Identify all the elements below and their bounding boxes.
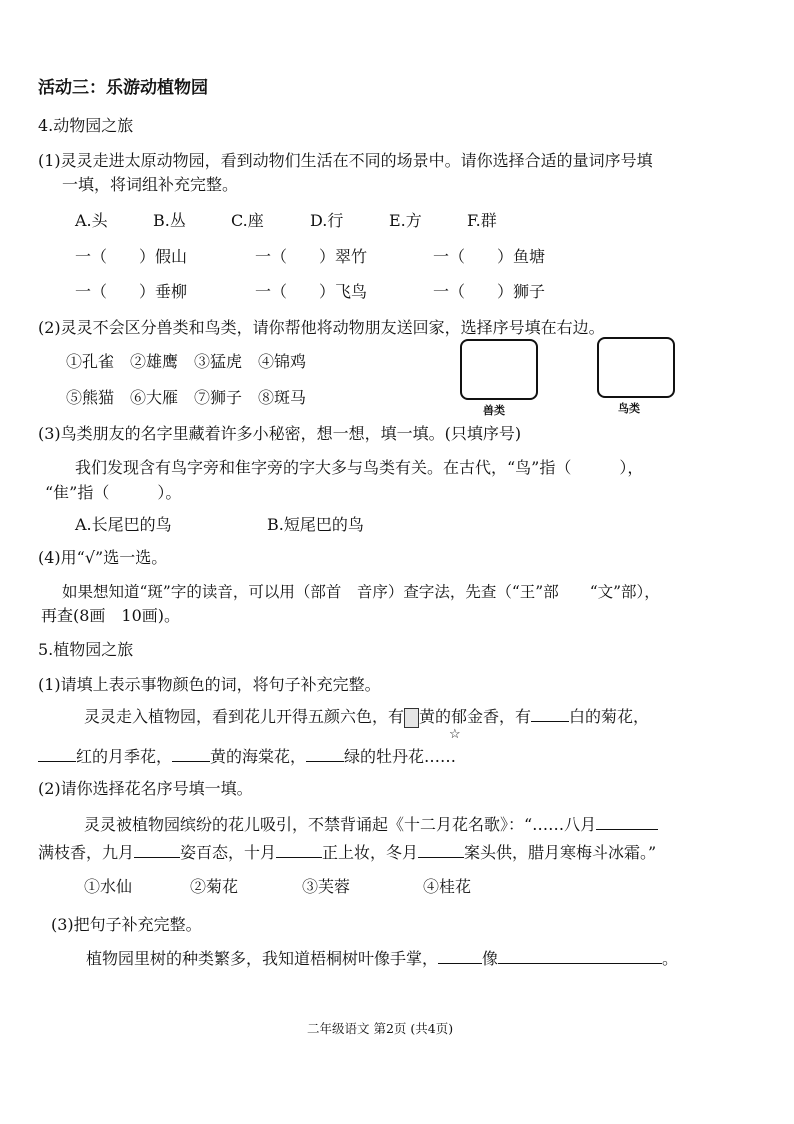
measure-word-blank[interactable]: 一（ ）翠竹 — [255, 247, 368, 266]
measure-word-blank[interactable]: 一（ ）假山 — [75, 247, 188, 266]
option-e: E.方 — [389, 211, 422, 230]
animal-list-row1: ①孔雀 ②雄鹰 ③猛虎 ④锦鸡 — [66, 352, 307, 371]
bird-box-label: 鸟类 — [618, 402, 640, 415]
measure-word-blank[interactable]: 一（ ）垂柳 — [75, 282, 188, 301]
q5-title: 5.植物园之旅 — [38, 640, 134, 659]
flower-blank[interactable] — [418, 843, 464, 858]
q4-title: 4.动物园之旅 — [38, 116, 134, 135]
q4-p3-title: (3)鸟类朋友的名字里藏着许多小秘密，想一想，填一填。(只填序号) — [38, 424, 522, 443]
option-d: D.行 — [310, 211, 344, 230]
color-blank[interactable] — [172, 747, 210, 762]
q5-p1-title: (1)请填上表示事物颜色的词，将句子补充完整。 — [38, 675, 381, 694]
q5-p3-text-a: 植物园里树的种类繁多，我知道梧桐树叶像手掌， — [86, 949, 439, 968]
q5-p1-line2 — [38, 747, 456, 767]
beast-answer-box[interactable] — [460, 339, 538, 400]
q4-p1-line1: (1)灵灵走进太原动物园，看到动物们生活在不同的场景中。请你选择合适的量词序号填 — [38, 151, 653, 170]
q4-p1-line2: 一填，将词组补充完整。 — [62, 175, 239, 194]
color-blank[interactable] — [306, 747, 344, 762]
q4-p4-title: (4)用“√”选一选。 — [38, 548, 168, 567]
measure-word-blank[interactable]: 一（ ）鱼塘 — [433, 247, 546, 266]
q4-p3-line2[interactable]: “隹”指（ ）。 — [45, 483, 182, 502]
page-footer: 二年级语文 第2页 (共4页) — [307, 1021, 454, 1036]
q5-p2-line1-text: 灵灵被植物园缤纷的花儿吸引，不禁背诵起《十二月花名歌》：“……八月 — [84, 815, 597, 834]
measure-word-blank[interactable]: 一（ ）飞鸟 — [255, 282, 368, 301]
animal-list-row2: ⑤熊猫 ⑥大雁 ⑦狮子 ⑧斑马 — [66, 388, 307, 407]
option-b: B.丛 — [153, 211, 186, 230]
q5-p2-line1 — [84, 815, 658, 835]
q5-p2-line2-text-d: 案头供，腊月寒梅斗冰霜。” — [464, 843, 657, 862]
q5-p1-line1-text-b: 黄的郁金香，有 — [419, 707, 532, 726]
q5-p1-line1-text-a: 灵灵走入植物园，看到花儿开得五颜六色，有 — [84, 707, 405, 726]
flower-blank[interactable] — [276, 843, 322, 858]
option-f: F.群 — [467, 211, 497, 230]
option-c: C.座 — [231, 211, 264, 230]
color-blank[interactable] — [38, 747, 76, 762]
q5-p1-line2-text-b: 黄的海棠花， — [210, 747, 307, 766]
measure-word-blank[interactable]: 一（ ）狮子 — [433, 282, 546, 301]
option-a: A.头 — [75, 211, 108, 230]
flower-blank[interactable] — [596, 815, 658, 830]
q5-p3-title: (3)把句子补充完整。 — [51, 915, 202, 934]
q5-p2-line2 — [38, 843, 656, 863]
q4-p4-line2[interactable]: 再查(8画 10画)。 — [41, 606, 181, 625]
flower-option-1: ①水仙 — [84, 877, 133, 896]
q5-p2-title: (2)请你选择花名序号填一填。 — [38, 779, 253, 798]
color-blank[interactable] — [531, 707, 569, 722]
q5-p1-line2-text-c: 绿的牡丹花…… — [344, 747, 457, 766]
q5-p1-line2-text-a: 红的月季花， — [76, 747, 173, 766]
q5-p3-text-b: 像 — [482, 949, 499, 968]
tree-blank[interactable] — [438, 949, 482, 964]
q5-p3-line — [86, 949, 678, 969]
q4-p4-line1[interactable]: 如果想知道“斑”字的读音，可以用（部首 音序）查字法，先查（“王”部 “文”部）， — [62, 583, 660, 601]
flower-option-3: ③芙蓉 — [302, 877, 351, 896]
q4-p3-option-b: B.短尾巴的鸟 — [267, 515, 364, 534]
flower-option-4: ④桂花 — [423, 877, 472, 896]
simile-blank[interactable] — [498, 949, 662, 964]
q5-p1-line1 — [84, 707, 649, 728]
q5-p1-line1-text-c: 白的菊花， — [569, 707, 650, 726]
beast-box-label: 兽类 — [483, 404, 505, 417]
q5-p3-text-c: 。 — [662, 949, 679, 968]
q5-p2-line2-text-b: 姿百态，十月 — [180, 843, 277, 862]
q5-p2-line2-text-c: 正上妆，冬月 — [322, 843, 419, 862]
activity-title: 活动三：乐游动植物园 — [38, 78, 208, 98]
flower-option-2: ②菊花 — [190, 877, 239, 896]
q4-p3-line1[interactable]: 我们发现含有鸟字旁和隹字旁的字大多与鸟类有关。在古代，“鸟”指（ ）， — [75, 458, 644, 477]
star-icon: ☆ — [449, 727, 461, 742]
q4-p3-option-a: A.长尾巴的鸟 — [75, 515, 172, 534]
q4-p2-title: (2)灵灵不会区分兽类和鸟类，请你帮他将动物朋友送回家，选择序号填在右边。 — [38, 318, 605, 337]
bird-answer-box[interactable] — [597, 337, 675, 398]
q5-p2-line2-text-a: 满枝香，九月 — [38, 843, 135, 862]
stamp-seal-icon — [404, 708, 419, 728]
flower-blank[interactable] — [134, 843, 180, 858]
